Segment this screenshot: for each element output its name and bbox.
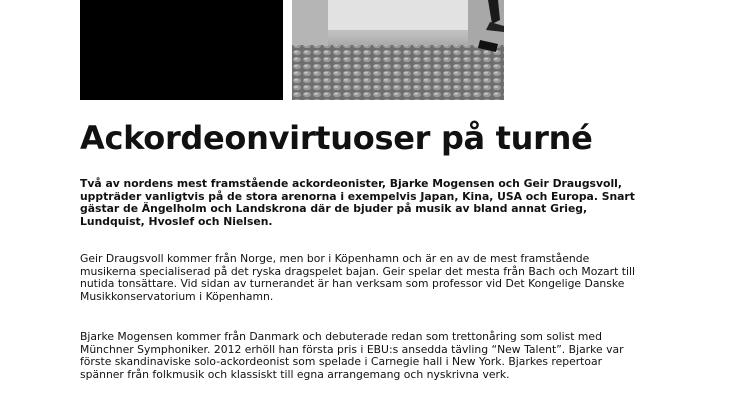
cobblestone-street-illustration [292,0,504,100]
article-paragraph-bjarke: Bjarke Mogensen kommer från Danmark och debuterade redan som trettonåring som solist med Münchner Symphoniker. 2012 erhöll han första pris i EBU:s ansedda tävling “New Talent”. Bjarke var förste skandinaviske solo-ackordeonist som spelade i Carnegie hall i New York. Bjarkes repertoar spänner från folkmusik och klassiskt till egna arrangemang och nyskrivna verk. [80,330,624,381]
article-paragraph-geir: Geir Draugsvoll kommer från Norge, men bor i Köpenhamn och är en av de mest framstående musikerna specialiserad på det ryska dragspelet bajan. Geir spelar det mesta från Bach och Mozart till nutida tonsättare. Vid sidan av turnerandet är han verksam som professor vid Det Kongelige Danske Musikkonservatorium i Köpenhamn. [80,252,635,303]
portrait-photo [80,0,283,100]
article-lead: Två av nordens mest framstående ackordeonister, Bjarke Mogensen och Geir Draugsvoll, uppträder vanligtvis på de stora arenorna i exempelvis Japan, Kina, USA och Europa. Snart gästar de Ängelholm och Landskrona där de bjuder på musik av bland annat Grieg, Lundquist, Hvoslef och Nielsen. [80,177,635,228]
street-photo [292,0,504,100]
article-title: Ackordeonvirtuoser på turné [80,119,593,157]
